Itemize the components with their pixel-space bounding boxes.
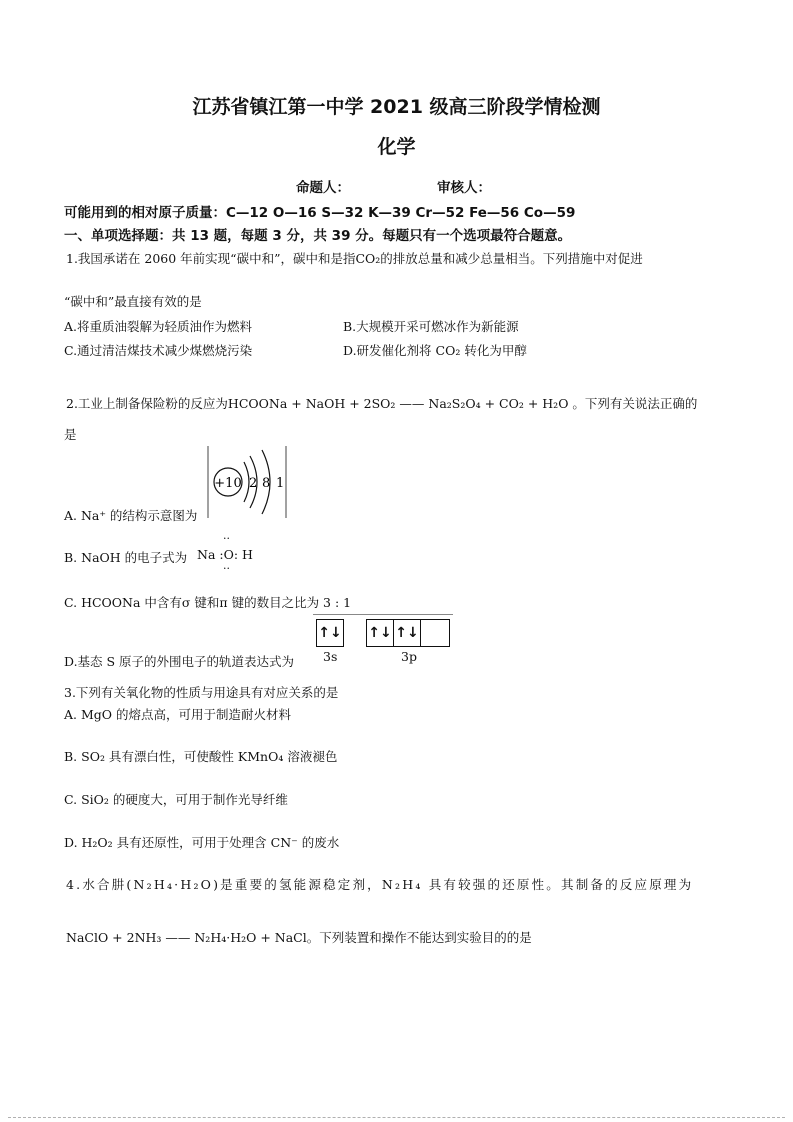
section-heading: 一、单项选择题：共 13 题，每题 3 分，共 39 分。每题只有一个选项最符合题意。 [64, 228, 572, 244]
shell-2-count: 8 [262, 476, 271, 491]
naoh-electron-formula [197, 532, 257, 577]
q2-option-b: B. NaOH 的电子式为 [64, 550, 188, 565]
orbital-label-3s: 3s [323, 649, 338, 664]
q2-option-a: A. Na⁺ 的结构示意图为 [64, 508, 198, 523]
orbital-3p-box-3 [420, 619, 450, 647]
q4-stem-line2: NaClO + 2NH₃ —— N₂H₄·H₂O + NaCl。下列装置和操作不能达到实验目的的是 [66, 930, 532, 945]
q4-stem-line1: 4.水合肼(N₂H₄·H₂O)是重要的氢能源稳定剂，N₂H₄ 具有较强的还原性。其制备的反应原理为 [66, 877, 694, 892]
nucleus-charge: +10 [214, 476, 242, 491]
page-bottom-rule [8, 1117, 785, 1118]
q1-option-c: C.通过清洁煤技术减少煤燃烧污染 [64, 343, 253, 358]
orbital-top-rule [313, 614, 453, 615]
shell-1-count: 2 [249, 476, 258, 491]
q3-option-b: B. SO₂ 具有漂白性，可使酸性 KMnO₄ 溶液褪色 [64, 749, 338, 764]
subject-title: 化学 [377, 136, 416, 158]
author-label: 命题人： [296, 180, 350, 196]
q3-option-c: C. SiO₂ 的硬度大，可用于制作光导纤维 [64, 792, 288, 807]
q1-option-a: A.将重质油裂解为轻质油作为燃料 [64, 319, 253, 334]
q1-stem-line1: 1.我国承诺在 2060 年前实现“碳中和”，碳中和是指CO₂的排放总量和减少总量相当。下列措施中对促进 [66, 251, 643, 266]
orbital-label-3p: 3p [401, 649, 417, 664]
lone-pair-top: ·· [223, 532, 230, 545]
s-orbital-diagram [313, 614, 453, 668]
q1-option-b: B.大规模开采可燃冰作为新能源 [343, 319, 519, 334]
shell-3-count: 1 [276, 476, 285, 491]
orbital-3p-box-1: ↑↓ [366, 619, 394, 647]
q2-stem-line2: 是 [64, 427, 77, 442]
atomic-masses: 可能用到的相对原子质量：C—12 O—16 S—32 K—39 Cr—52 Fe—56 Co—59 [64, 205, 576, 221]
q1-option-d: D.研发催化剂将 CO₂ 转化为甲醇 [343, 343, 527, 358]
orbital-3s-box: ↑↓ [316, 619, 344, 647]
q3-stem: 3.下列有关氧化物的性质与用途具有对应关系的是 [64, 685, 339, 700]
page-title: 江苏省镇江第一中学 2021 级高三阶段学情检测 [192, 96, 601, 118]
q1-stem-line2: “碳中和”最直接有效的是 [64, 294, 202, 309]
q2-stem-line1: 2.工业上制备保险粉的反应为HCOONa + NaOH + 2SO₂ —— Na₂S₂O₄ + CO₂ + H₂O 。下列有关说法正确的 [66, 396, 698, 411]
electron-formula-text: Na :O: H [197, 547, 253, 562]
na-ion-structure-diagram [206, 444, 292, 520]
q3-option-d: D. H₂O₂ 具有还原性，可用于处理含 CN⁻ 的废水 [64, 835, 340, 850]
q2-option-c: C. HCOONa 中含有σ 键和π 键的数目之比为 3 : 1 [64, 595, 352, 610]
lone-pair-bottom: ·· [223, 562, 230, 575]
q2-option-d: D.基态 S 原子的外围电子的轨道表达式为 [64, 654, 295, 669]
reviewer-label: 审核人： [437, 180, 491, 196]
orbital-3p-box-2: ↑↓ [393, 619, 421, 647]
q3-option-a: A. MgO 的熔点高，可用于制造耐火材料 [64, 707, 291, 722]
